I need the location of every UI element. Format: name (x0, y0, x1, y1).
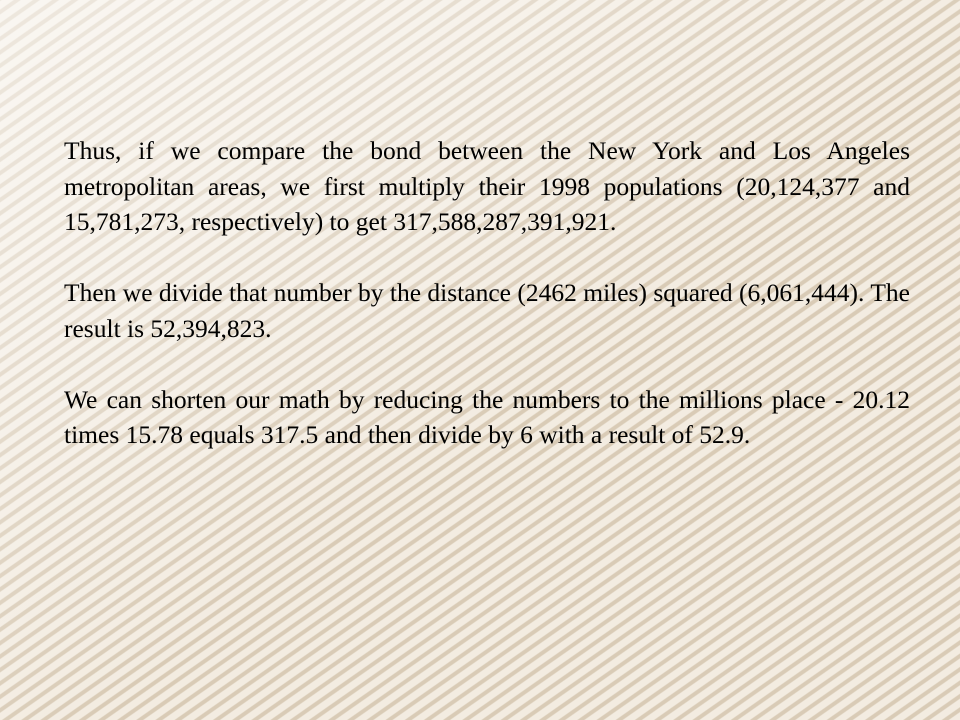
paragraph-divide-distance: Then we divide that number by the distance (2462 miles) squared (6,061,444). The result is 52,394,823. (64, 278, 910, 343)
paragraph-compare-bond: Thus, if we compare the bond between the New York and Los Angeles metropolitan areas, we first multiply their 1998 populations (20,124,377 and 15,781,273, respectively) to get 317,588,287,391,921. (64, 136, 910, 236)
slide-body-text (64, 133, 910, 453)
paragraph-shorten-math: We can shorten our math by reducing the numbers to the millions place - 20.12 times 15.78 equals 317.5 and then divide by 6 with a result of 52.9. (64, 384, 910, 449)
